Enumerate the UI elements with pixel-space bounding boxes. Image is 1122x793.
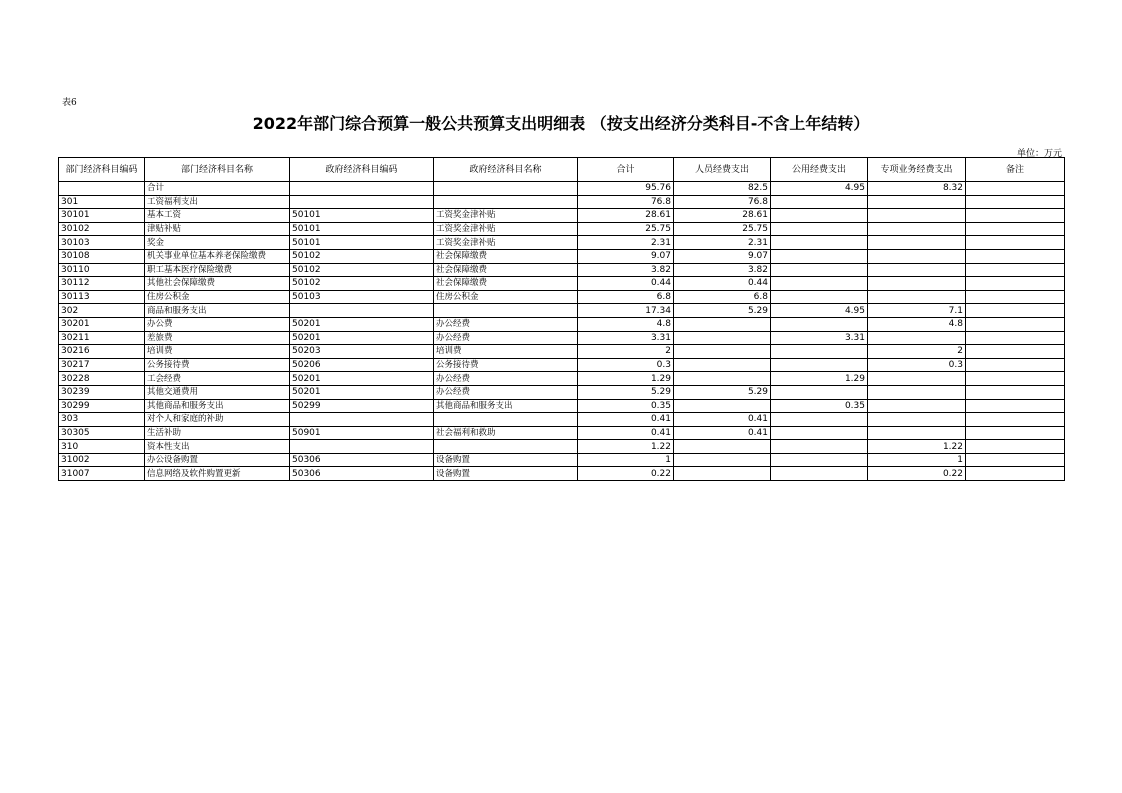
- cell-gov-code: [290, 304, 434, 318]
- cell-dept-code: 30201: [59, 317, 145, 331]
- cell-dept-code: 30211: [59, 331, 145, 345]
- cell-total: 25.75: [578, 222, 674, 236]
- cell-dept-name: 奖金: [145, 236, 290, 250]
- cell-gov-code: 50306: [290, 453, 434, 467]
- header-total: 合计: [578, 158, 674, 182]
- cell-gov-name: 工资奖金津补贴: [434, 209, 578, 223]
- cell-public: [771, 277, 868, 291]
- cell-note: [966, 426, 1065, 440]
- cell-dept-code: 30101: [59, 209, 145, 223]
- cell-note: [966, 263, 1065, 277]
- cell-dept-name: 住房公积金: [145, 290, 290, 304]
- cell-gov-code: 50203: [290, 345, 434, 359]
- cell-personnel: [674, 345, 771, 359]
- table-row: [59, 399, 1065, 413]
- cell-note: [966, 331, 1065, 345]
- table-row: [59, 182, 1065, 196]
- cell-personnel: [674, 317, 771, 331]
- cell-public: [771, 236, 868, 250]
- table-row: [59, 467, 1065, 481]
- cell-note: [966, 453, 1065, 467]
- cell-public: 0.35: [771, 399, 868, 413]
- cell-special: [868, 195, 966, 209]
- cell-gov-code: [290, 182, 434, 196]
- cell-special: 8.32: [868, 182, 966, 196]
- cell-personnel: [674, 440, 771, 454]
- cell-gov-code: 50102: [290, 249, 434, 263]
- cell-gov-code: 50102: [290, 277, 434, 291]
- cell-dept-name: 其他社会保障缴费: [145, 277, 290, 291]
- cell-gov-name: [434, 195, 578, 209]
- cell-total: 0.41: [578, 413, 674, 427]
- cell-total: 6.8: [578, 290, 674, 304]
- cell-dept-name: 差旅费: [145, 331, 290, 345]
- cell-note: [966, 249, 1065, 263]
- cell-dept-name: 办公设备购置: [145, 453, 290, 467]
- cell-dept-code: 30305: [59, 426, 145, 440]
- table-row: [59, 263, 1065, 277]
- cell-dept-code: [59, 182, 145, 196]
- table-row: [59, 195, 1065, 209]
- cell-dept-name: 职工基本医疗保险缴费: [145, 263, 290, 277]
- cell-gov-name: 公务接待费: [434, 358, 578, 372]
- cell-special: 4.8: [868, 317, 966, 331]
- cell-note: [966, 345, 1065, 359]
- cell-public: [771, 290, 868, 304]
- cell-note: [966, 385, 1065, 399]
- cell-gov-name: [434, 304, 578, 318]
- header-special: 专项业务经费支出: [868, 158, 966, 182]
- table-row: [59, 372, 1065, 386]
- cell-note: [966, 182, 1065, 196]
- cell-special: [868, 209, 966, 223]
- cell-personnel: 5.29: [674, 385, 771, 399]
- cell-special: 0.22: [868, 467, 966, 481]
- cell-dept-code: 303: [59, 413, 145, 427]
- cell-gov-name: 工资奖金津补贴: [434, 222, 578, 236]
- table-number: 表6: [62, 98, 77, 108]
- cell-gov-name: 设备购置: [434, 467, 578, 481]
- unit-label: 单位：万元: [1016, 149, 1062, 159]
- cell-special: [868, 236, 966, 250]
- cell-dept-name: 办公费: [145, 317, 290, 331]
- table-row: [59, 440, 1065, 454]
- cell-special: 0.3: [868, 358, 966, 372]
- cell-special: [868, 372, 966, 386]
- table-row: [59, 317, 1065, 331]
- cell-personnel: 5.29: [674, 304, 771, 318]
- cell-gov-name: [434, 440, 578, 454]
- cell-personnel: [674, 467, 771, 481]
- cell-gov-name: 其他商品和服务支出: [434, 399, 578, 413]
- header-gov-name: 政府经济科目名称: [434, 158, 578, 182]
- cell-total: 0.3: [578, 358, 674, 372]
- cell-personnel: 28.61: [674, 209, 771, 223]
- cell-gov-code: 50201: [290, 372, 434, 386]
- header-gov-code: 政府经济科目编码: [290, 158, 434, 182]
- cell-personnel: [674, 372, 771, 386]
- cell-gov-name: 工资奖金津补贴: [434, 236, 578, 250]
- table-row: [59, 358, 1065, 372]
- header-row: [59, 158, 1065, 182]
- table-row: [59, 453, 1065, 467]
- cell-public: [771, 263, 868, 277]
- cell-dept-code: 310: [59, 440, 145, 454]
- cell-gov-code: 50102: [290, 263, 434, 277]
- cell-dept-code: 30103: [59, 236, 145, 250]
- header-personnel: 人员经费支出: [674, 158, 771, 182]
- table-row: [59, 249, 1065, 263]
- cell-public: [771, 317, 868, 331]
- header-note: 备注: [966, 158, 1065, 182]
- cell-dept-name: 其他商品和服务支出: [145, 399, 290, 413]
- table-row: [59, 426, 1065, 440]
- cell-total: 0.41: [578, 426, 674, 440]
- cell-special: [868, 290, 966, 304]
- cell-gov-name: 办公经费: [434, 385, 578, 399]
- cell-public: 3.31: [771, 331, 868, 345]
- table-body: [59, 182, 1065, 481]
- table-row: [59, 413, 1065, 427]
- cell-gov-code: 50206: [290, 358, 434, 372]
- cell-gov-name: 办公经费: [434, 372, 578, 386]
- header-public: 公用经费支出: [771, 158, 868, 182]
- cell-total: 2: [578, 345, 674, 359]
- cell-note: [966, 399, 1065, 413]
- cell-total: 1.22: [578, 440, 674, 454]
- cell-special: [868, 426, 966, 440]
- cell-dept-code: 31002: [59, 453, 145, 467]
- header-dept-code: 部门经济科目编码: [59, 158, 145, 182]
- cell-dept-name: 工资福利支出: [145, 195, 290, 209]
- cell-dept-code: 30110: [59, 263, 145, 277]
- cell-gov-code: 50101: [290, 209, 434, 223]
- cell-dept-code: 30228: [59, 372, 145, 386]
- cell-dept-name: 生活补助: [145, 426, 290, 440]
- cell-total: 2.31: [578, 236, 674, 250]
- cell-dept-code: 30217: [59, 358, 145, 372]
- cell-special: [868, 263, 966, 277]
- cell-gov-name: [434, 182, 578, 196]
- cell-special: 7.1: [868, 304, 966, 318]
- cell-dept-code: 30299: [59, 399, 145, 413]
- cell-dept-code: 30108: [59, 249, 145, 263]
- cell-dept-code: 31007: [59, 467, 145, 481]
- cell-personnel: 0.41: [674, 426, 771, 440]
- cell-note: [966, 413, 1065, 427]
- cell-total: 4.8: [578, 317, 674, 331]
- cell-gov-code: 50101: [290, 222, 434, 236]
- cell-personnel: 25.75: [674, 222, 771, 236]
- cell-personnel: 76.8: [674, 195, 771, 209]
- cell-dept-name: 资本性支出: [145, 440, 290, 454]
- cell-special: [868, 385, 966, 399]
- cell-note: [966, 317, 1065, 331]
- cell-public: [771, 426, 868, 440]
- cell-dept-name: 信息网络及软件购置更新: [145, 467, 290, 481]
- page-title: 2022年部门综合预算一般公共预算支出明细表 （按支出经济分类科目-不含上年结转）: [252, 114, 870, 133]
- cell-gov-code: 50901: [290, 426, 434, 440]
- cell-note: [966, 290, 1065, 304]
- cell-note: [966, 236, 1065, 250]
- table-row: [59, 290, 1065, 304]
- cell-gov-name: 设备购置: [434, 453, 578, 467]
- table-row: [59, 209, 1065, 223]
- cell-note: [966, 467, 1065, 481]
- cell-total: 76.8: [578, 195, 674, 209]
- table-row: [59, 385, 1065, 399]
- cell-personnel: 0.44: [674, 277, 771, 291]
- cell-special: 1: [868, 453, 966, 467]
- cell-total: 9.07: [578, 249, 674, 263]
- cell-personnel: 2.31: [674, 236, 771, 250]
- cell-personnel: 82.5: [674, 182, 771, 196]
- cell-dept-code: 30112: [59, 277, 145, 291]
- cell-gov-name: [434, 413, 578, 427]
- cell-public: [771, 345, 868, 359]
- cell-gov-name: 社会保障缴费: [434, 263, 578, 277]
- table-row: [59, 277, 1065, 291]
- cell-note: [966, 277, 1065, 291]
- cell-gov-code: 50101: [290, 236, 434, 250]
- cell-gov-name: 办公经费: [434, 317, 578, 331]
- cell-note: [966, 372, 1065, 386]
- table-row: [59, 236, 1065, 250]
- cell-personnel: [674, 453, 771, 467]
- cell-gov-name: 住房公积金: [434, 290, 578, 304]
- cell-special: [868, 399, 966, 413]
- cell-dept-code: 30239: [59, 385, 145, 399]
- cell-special: [868, 249, 966, 263]
- cell-public: 4.95: [771, 182, 868, 196]
- cell-personnel: 0.41: [674, 413, 771, 427]
- cell-dept-name: 公务接待费: [145, 358, 290, 372]
- cell-note: [966, 440, 1065, 454]
- cell-dept-name: 津贴补贴: [145, 222, 290, 236]
- cell-dept-name: 基本工资: [145, 209, 290, 223]
- cell-gov-code: 50201: [290, 331, 434, 345]
- cell-total: 95.76: [578, 182, 674, 196]
- cell-public: [771, 195, 868, 209]
- cell-gov-name: 社会保障缴费: [434, 277, 578, 291]
- cell-total: 3.31: [578, 331, 674, 345]
- cell-special: [868, 331, 966, 345]
- cell-gov-name: 社会保障缴费: [434, 249, 578, 263]
- cell-total: 1.29: [578, 372, 674, 386]
- cell-note: [966, 358, 1065, 372]
- cell-personnel: 6.8: [674, 290, 771, 304]
- cell-public: [771, 209, 868, 223]
- cell-gov-code: 50306: [290, 467, 434, 481]
- cell-personnel: [674, 331, 771, 345]
- cell-gov-code: 50299: [290, 399, 434, 413]
- cell-special: [868, 413, 966, 427]
- cell-note: [966, 222, 1065, 236]
- cell-personnel: [674, 399, 771, 413]
- cell-public: [771, 249, 868, 263]
- cell-public: [771, 413, 868, 427]
- cell-dept-code: 30113: [59, 290, 145, 304]
- cell-dept-name: 商品和服务支出: [145, 304, 290, 318]
- table-row: [59, 304, 1065, 318]
- cell-total: 28.61: [578, 209, 674, 223]
- cell-dept-name: 机关事业单位基本养老保险缴费: [145, 249, 290, 263]
- cell-gov-code: 50103: [290, 290, 434, 304]
- cell-total: 0.44: [578, 277, 674, 291]
- cell-special: 2: [868, 345, 966, 359]
- cell-note: [966, 209, 1065, 223]
- cell-public: [771, 440, 868, 454]
- cell-dept-code: 302: [59, 304, 145, 318]
- cell-total: 0.35: [578, 399, 674, 413]
- cell-gov-code: 50201: [290, 385, 434, 399]
- cell-total: 5.29: [578, 385, 674, 399]
- cell-public: [771, 222, 868, 236]
- cell-note: [966, 195, 1065, 209]
- cell-dept-name: 对个人和家庭的补助: [145, 413, 290, 427]
- cell-public: 4.95: [771, 304, 868, 318]
- header-dept-name: 部门经济科目名称: [145, 158, 290, 182]
- table-row: [59, 331, 1065, 345]
- cell-public: [771, 385, 868, 399]
- cell-gov-code: 50201: [290, 317, 434, 331]
- cell-dept-code: 30216: [59, 345, 145, 359]
- cell-personnel: 9.07: [674, 249, 771, 263]
- cell-dept-name: 培训费: [145, 345, 290, 359]
- table-row: [59, 222, 1065, 236]
- cell-note: [966, 304, 1065, 318]
- cell-gov-code: [290, 195, 434, 209]
- cell-total: 3.82: [578, 263, 674, 277]
- cell-dept-code: 301: [59, 195, 145, 209]
- cell-public: [771, 453, 868, 467]
- cell-total: 0.22: [578, 467, 674, 481]
- cell-special: 1.22: [868, 440, 966, 454]
- cell-dept-name: 合计: [145, 182, 290, 196]
- cell-public: 1.29: [771, 372, 868, 386]
- cell-personnel: [674, 358, 771, 372]
- cell-gov-name: 社会福利和救助: [434, 426, 578, 440]
- cell-public: [771, 358, 868, 372]
- cell-dept-name: 工会经费: [145, 372, 290, 386]
- cell-total: 17.34: [578, 304, 674, 318]
- table-row: [59, 345, 1065, 359]
- budget-table: [58, 157, 1065, 481]
- cell-gov-name: 培训费: [434, 345, 578, 359]
- cell-dept-code: 30102: [59, 222, 145, 236]
- cell-total: 1: [578, 453, 674, 467]
- cell-special: [868, 277, 966, 291]
- cell-personnel: 3.82: [674, 263, 771, 277]
- cell-public: [771, 467, 868, 481]
- cell-gov-code: [290, 440, 434, 454]
- cell-gov-name: 办公经费: [434, 331, 578, 345]
- cell-gov-code: [290, 413, 434, 427]
- cell-dept-name: 其他交通费用: [145, 385, 290, 399]
- cell-special: [868, 222, 966, 236]
